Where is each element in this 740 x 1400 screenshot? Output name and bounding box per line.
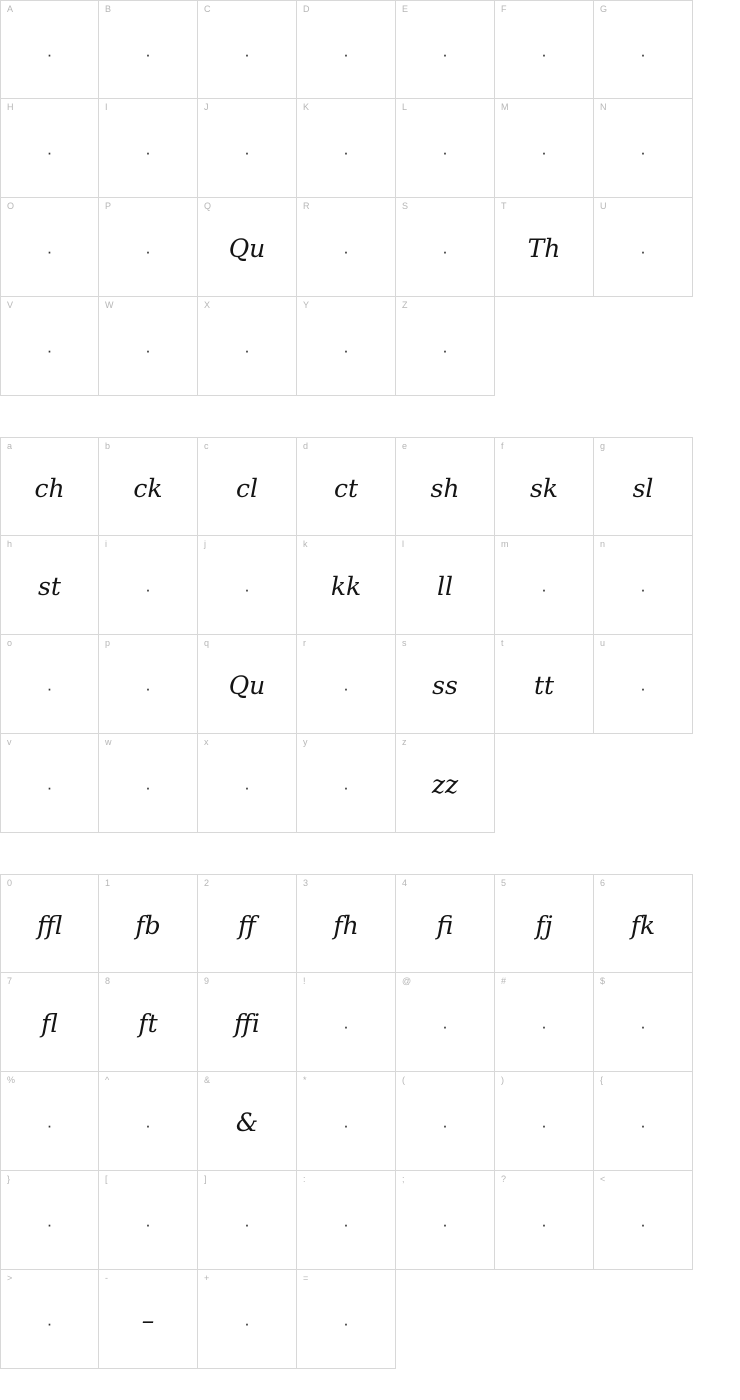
block-separator	[0, 396, 740, 437]
glyph-cell-key: +	[204, 1273, 210, 1283]
glyph-cell[interactable]	[0, 1171, 99, 1270]
glyph-cell-empty-dot: .	[343, 1013, 349, 1033]
glyph-cell[interactable]	[297, 1072, 396, 1171]
glyph-cell-key: v	[7, 737, 12, 747]
glyph-cell[interactable]	[297, 973, 396, 1072]
glyph-cell[interactable]	[396, 437, 495, 536]
glyph-cell-empty-dot: .	[244, 576, 250, 596]
glyph-cell-key: 0	[7, 878, 13, 888]
glyph-cell-key: J	[204, 102, 209, 112]
glyph-cell[interactable]	[594, 874, 693, 973]
glyph-cell[interactable]	[0, 297, 99, 396]
glyph-cell[interactable]	[198, 99, 297, 198]
glyph-cell[interactable]	[198, 536, 297, 635]
glyph-cell-empty-dot: .	[47, 675, 52, 695]
glyph-cell-glyph: ck	[133, 473, 163, 503]
glyph-row	[0, 635, 740, 734]
glyph-cell-empty-dot: .	[145, 238, 151, 258]
glyph-cell-empty-dot: .	[47, 337, 52, 357]
glyph-cell[interactable]	[0, 536, 99, 635]
glyph-cell[interactable]	[198, 0, 297, 99]
glyph-cell-glyph: fl	[41, 1008, 58, 1038]
glyph-row	[0, 1270, 740, 1369]
glyph-cell[interactable]	[495, 1171, 594, 1270]
glyph-cell-empty-dot: .	[343, 139, 349, 159]
glyph-cell-empty-dot: .	[541, 576, 547, 596]
glyph-cell-empty-dot: .	[640, 675, 646, 695]
glyph-cell-key: ]	[204, 1174, 207, 1184]
glyph-cell[interactable]	[297, 297, 396, 396]
glyph-cell[interactable]	[396, 536, 495, 635]
glyph-cell-empty-dot: .	[442, 337, 448, 357]
glyph-cell[interactable]	[297, 874, 396, 973]
glyph-cell[interactable]	[99, 874, 198, 973]
glyph-cell-key: <	[600, 1174, 606, 1184]
glyph-cell-key: &	[204, 1075, 211, 1085]
glyph-cell-glyph: zz	[431, 769, 459, 799]
glyph-cell-key: 8	[105, 976, 111, 986]
glyph-cell-empty-dot: .	[640, 139, 646, 159]
glyph-cell-glyph: Th	[527, 233, 561, 263]
glyph-cell[interactable]	[297, 734, 396, 833]
glyph-row	[0, 297, 740, 396]
glyph-cell[interactable]	[0, 874, 99, 973]
glyph-cell[interactable]	[594, 973, 693, 1072]
glyph-cell-glyph: ch	[34, 473, 65, 503]
glyph-cell[interactable]	[0, 973, 99, 1072]
glyph-cell-key: O	[7, 201, 15, 211]
glyph-cell[interactable]	[495, 99, 594, 198]
glyph-cell-key: @	[402, 976, 412, 986]
glyph-cell-key: 7	[7, 976, 13, 986]
glyph-cell-key: #	[501, 976, 507, 986]
glyph-cell-key: U	[600, 201, 607, 211]
glyph-cell-key: q	[204, 638, 210, 648]
glyph-cell-key: Q	[204, 201, 212, 211]
glyph-cell-empty-dot: .	[343, 1112, 349, 1132]
glyph-cell-key: 6	[600, 878, 606, 888]
glyph-cell[interactable]	[0, 1072, 99, 1171]
glyph-cell[interactable]	[396, 874, 495, 973]
glyph-cell-key: d	[303, 441, 309, 451]
glyph-cell-empty-dot: .	[47, 139, 52, 159]
glyph-cell[interactable]	[594, 99, 693, 198]
glyph-cell[interactable]	[99, 1270, 198, 1369]
glyph-cell-empty-dot: .	[442, 1211, 448, 1231]
glyph-row	[0, 1171, 740, 1270]
glyph-cell-empty-dot: .	[343, 774, 349, 794]
glyph-cell-empty-dot: .	[541, 1112, 547, 1132]
glyph-row	[0, 973, 740, 1072]
glyph-cell[interactable]	[594, 1072, 693, 1171]
glyph-cell-key: $	[600, 976, 606, 986]
glyph-cell-key: X	[204, 300, 211, 310]
glyph-cell-empty-dot: .	[244, 139, 250, 159]
glyph-cell[interactable]	[396, 1171, 495, 1270]
glyph-cell-glyph: st	[38, 571, 61, 601]
glyph-cell-glyph: ff	[238, 910, 256, 940]
glyph-cell-empty-dot: .	[343, 1310, 349, 1330]
glyph-cell-glyph: kk	[330, 571, 362, 601]
glyph-row	[0, 0, 740, 99]
glyph-cell[interactable]	[198, 973, 297, 1072]
glyph-cell[interactable]	[0, 734, 99, 833]
glyph-cell-key: f	[501, 441, 504, 451]
glyph-cell-glyph: sh	[430, 473, 460, 503]
glyph-cell-empty-dot: .	[145, 675, 151, 695]
glyph-cell-empty-dot: .	[47, 238, 52, 258]
glyph-cell-key: b	[105, 441, 111, 451]
glyph-cell[interactable]	[0, 198, 99, 297]
glyph-cell[interactable]	[0, 0, 99, 99]
glyph-cell[interactable]	[396, 1072, 495, 1171]
glyph-cell[interactable]	[198, 297, 297, 396]
glyph-cell-key: ;	[402, 1174, 405, 1184]
glyph-cell[interactable]	[495, 874, 594, 973]
glyph-cell-glyph: ss	[432, 670, 458, 700]
glyph-cell-empty-dot: .	[343, 40, 349, 60]
glyph-cell-key: g	[600, 441, 606, 451]
glyph-cell[interactable]	[594, 198, 693, 297]
glyph-cell-key: N	[600, 102, 607, 112]
glyph-cell-glyph: cl	[236, 473, 258, 503]
glyph-cell-key: x	[204, 737, 209, 747]
glyph-cell-empty-dot: .	[640, 1013, 646, 1033]
glyph-cell-glyph: fj	[535, 910, 553, 940]
glyph-cell[interactable]	[495, 0, 594, 99]
glyph-cell[interactable]	[495, 973, 594, 1072]
glyph-cell-key: m	[501, 539, 509, 549]
glyph-cell-key: G	[600, 4, 608, 14]
glyph-cell-glyph: ffi	[234, 1008, 260, 1038]
glyph-cell[interactable]	[297, 198, 396, 297]
glyph-cell-empty-dot: .	[442, 40, 448, 60]
glyph-cell[interactable]	[396, 0, 495, 99]
glyph-cell-key: >	[7, 1273, 13, 1283]
glyph-row	[0, 1072, 740, 1171]
glyph-cell-key: t	[501, 638, 504, 648]
glyph-cell[interactable]	[594, 536, 693, 635]
glyph-cell-key: E	[402, 4, 409, 14]
glyph-cell-empty-dot: .	[343, 1211, 349, 1231]
glyph-cell[interactable]	[198, 734, 297, 833]
glyph-cell-empty-dot: .	[145, 774, 151, 794]
glyph-cell-empty-dot: .	[442, 139, 448, 159]
glyph-cell[interactable]	[99, 635, 198, 734]
glyph-cell[interactable]	[0, 1270, 99, 1369]
glyph-cell[interactable]	[99, 973, 198, 1072]
glyph-cell-key: i	[105, 539, 107, 549]
glyph-cell-empty-dot: .	[343, 675, 349, 695]
digits-symbols-block	[0, 874, 740, 1369]
glyph-cell-key: n	[600, 539, 606, 549]
glyph-cell[interactable]	[297, 0, 396, 99]
glyph-cell-key: =	[303, 1273, 309, 1283]
glyph-cell[interactable]	[99, 536, 198, 635]
glyph-cell-key: )	[501, 1075, 504, 1085]
glyph-cell-key: -	[105, 1273, 108, 1283]
glyph-cell[interactable]	[495, 198, 594, 297]
glyph-cell-key: Z	[402, 300, 408, 310]
glyph-cell-key: K	[303, 102, 310, 112]
glyph-cell-key: y	[303, 737, 308, 747]
glyph-cell-key: *	[303, 1075, 307, 1085]
glyph-cell-key: A	[7, 4, 14, 14]
glyph-cell-key: (	[402, 1075, 405, 1085]
glyph-cell-empty-dot: .	[640, 1211, 646, 1231]
glyph-cell-key: w	[105, 737, 112, 747]
glyph-cell-key: 4	[402, 878, 408, 888]
glyph-cell-key: T	[501, 201, 507, 211]
glyph-cell-key: }	[7, 1174, 11, 1184]
glyph-cell[interactable]	[594, 1171, 693, 1270]
glyph-row	[0, 198, 740, 297]
glyph-cell-key: s	[402, 638, 407, 648]
glyph-cell-glyph: &	[235, 1107, 259, 1137]
glyph-cell-empty-dot: .	[244, 40, 250, 60]
glyph-cell-empty-dot: .	[640, 576, 646, 596]
glyph-row	[0, 536, 740, 635]
glyph-cell-key: 2	[204, 878, 210, 888]
glyph-cell-empty-dot: .	[541, 139, 547, 159]
glyph-cell[interactable]	[495, 635, 594, 734]
glyph-cell-glyph: fi	[436, 910, 454, 940]
glyph-cell-key: W	[105, 300, 114, 310]
glyph-cell-key: S	[402, 201, 409, 211]
glyph-cell[interactable]	[297, 1171, 396, 1270]
glyph-cell-empty-dot: .	[145, 337, 151, 357]
glyph-cell-key: Y	[303, 300, 310, 310]
glyph-cell-empty-dot: .	[145, 1112, 151, 1132]
glyph-cell[interactable]	[99, 1171, 198, 1270]
glyph-cell[interactable]	[198, 635, 297, 734]
glyph-cell[interactable]	[297, 536, 396, 635]
glyph-row	[0, 99, 740, 198]
glyph-cell[interactable]	[495, 437, 594, 536]
glyph-cell-empty-dot: .	[244, 774, 250, 794]
glyph-cell[interactable]	[198, 198, 297, 297]
glyph-cell-key: u	[600, 638, 606, 648]
glyph-cell[interactable]	[396, 635, 495, 734]
glyph-cell[interactable]	[495, 1072, 594, 1171]
glyph-row	[0, 437, 740, 536]
glyph-cell[interactable]	[396, 99, 495, 198]
glyph-cell-key: C	[204, 4, 211, 14]
glyph-cell[interactable]	[594, 437, 693, 536]
glyph-cell-key: 1	[105, 878, 111, 888]
glyph-cell-empty-dot: .	[145, 139, 151, 159]
glyph-cell[interactable]	[99, 734, 198, 833]
glyph-cell-glyph: ct	[333, 473, 359, 503]
glyph-cell-key: z	[402, 737, 407, 747]
glyph-cell-glyph: tt	[533, 670, 555, 700]
glyph-cell[interactable]	[297, 99, 396, 198]
glyph-cell-key: M	[501, 102, 509, 112]
glyph-cell[interactable]	[0, 99, 99, 198]
glyph-cell-glyph: sl	[632, 473, 654, 503]
glyph-cell[interactable]	[396, 973, 495, 1072]
glyph-cell-empty-dot: .	[244, 337, 250, 357]
glyph-cell-empty-dot: .	[640, 40, 646, 60]
glyph-cell[interactable]	[198, 437, 297, 536]
glyph-cell-key: o	[7, 638, 13, 648]
glyph-cell-key: k	[303, 539, 308, 549]
glyph-cell-key: 3	[303, 878, 309, 888]
glyph-cell-empty-dot: .	[145, 576, 151, 596]
glyph-cell-glyph: fb	[135, 910, 161, 940]
glyph-cell-key: 5	[501, 878, 507, 888]
glyph-cell-key: [	[105, 1174, 108, 1184]
glyph-cell-key: L	[402, 102, 408, 112]
glyph-cell-empty-dot: .	[145, 40, 151, 60]
glyph-cell-empty-dot: .	[47, 1211, 52, 1231]
glyph-cell-key: 9	[204, 976, 210, 986]
glyph-cell-glyph: ft	[138, 1008, 158, 1038]
glyph-cell[interactable]	[396, 198, 495, 297]
glyph-cell-key: :	[303, 1174, 306, 1184]
glyph-cell-empty-dot: .	[47, 1112, 52, 1132]
glyph-cell-key: F	[501, 4, 507, 14]
glyph-cell[interactable]	[297, 437, 396, 536]
glyph-cell-key: I	[105, 102, 108, 112]
glyph-cell-empty-dot: .	[145, 1211, 151, 1231]
glyph-cell-key: ^	[105, 1075, 110, 1085]
glyph-cell-key: !	[303, 976, 306, 986]
glyph-cell-empty-dot: .	[343, 337, 349, 357]
glyph-cell-key: P	[105, 201, 112, 211]
glyph-cell-key: r	[303, 638, 306, 648]
glyph-cell-key: h	[7, 539, 13, 549]
glyph-cell-key: e	[402, 441, 408, 451]
glyph-cell[interactable]	[0, 437, 99, 536]
glyph-cell-empty-dot: .	[541, 1013, 547, 1033]
glyph-cell-empty-dot: .	[343, 238, 349, 258]
glyph-cell-empty-dot: .	[442, 1013, 448, 1033]
glyph-cell[interactable]	[99, 198, 198, 297]
glyph-cell[interactable]	[99, 297, 198, 396]
glyph-cell-glyph: –	[141, 1305, 155, 1335]
glyph-cell-empty-dot: .	[244, 1310, 250, 1330]
glyph-cell[interactable]	[99, 99, 198, 198]
glyph-cell-glyph: fh	[333, 910, 359, 940]
glyph-cell-key: {	[600, 1075, 604, 1085]
glyph-cell-key: a	[7, 441, 13, 451]
glyph-cell-key: l	[402, 539, 404, 549]
glyph-cell[interactable]	[198, 1270, 297, 1369]
glyph-cell-empty-dot: .	[244, 1211, 250, 1231]
glyph-cell-empty-dot: .	[442, 1112, 448, 1132]
glyph-cell[interactable]	[99, 437, 198, 536]
glyph-row	[0, 734, 740, 833]
glyph-cell-key: c	[204, 441, 209, 451]
lowercase-block	[0, 437, 740, 833]
glyph-cell-key: p	[105, 638, 111, 648]
glyph-cell[interactable]	[594, 0, 693, 99]
glyph-cell[interactable]	[99, 0, 198, 99]
glyph-cell-empty-dot: .	[640, 238, 646, 258]
uppercase-block	[0, 0, 740, 396]
glyph-cell[interactable]	[297, 635, 396, 734]
block-separator	[0, 833, 740, 874]
glyph-cell-glyph: fk	[630, 910, 656, 940]
glyph-cell[interactable]	[396, 734, 495, 833]
glyph-cell-empty-dot: .	[47, 774, 52, 794]
glyph-cell[interactable]	[198, 1072, 297, 1171]
glyph-cell[interactable]	[594, 635, 693, 734]
glyph-cell-key: D	[303, 4, 310, 14]
glyph-cell[interactable]	[495, 536, 594, 635]
glyph-cell-empty-dot: .	[47, 1310, 52, 1330]
glyph-cell-glyph: ll	[437, 571, 453, 601]
glyph-row	[0, 874, 740, 973]
glyph-cell-key: ?	[501, 1174, 507, 1184]
glyph-cell[interactable]	[198, 1171, 297, 1270]
glyph-cell-empty-dot: .	[640, 1112, 646, 1132]
glyph-cell-glyph: sk	[530, 473, 558, 503]
glyph-cell-key: H	[7, 102, 14, 112]
glyph-cell-key: V	[7, 300, 14, 310]
glyph-cell[interactable]	[0, 635, 99, 734]
glyph-cell-empty-dot: .	[541, 1211, 547, 1231]
glyph-cell-empty-dot: .	[47, 40, 52, 60]
glyph-cell[interactable]	[198, 874, 297, 973]
glyph-cell[interactable]	[396, 297, 495, 396]
glyph-cell-empty-dot: .	[541, 40, 547, 60]
glyph-cell-empty-dot: .	[442, 238, 448, 258]
glyph-cell-key: B	[105, 4, 112, 14]
glyph-cell-glyph: ffl	[37, 910, 62, 940]
glyph-cell-key: %	[7, 1075, 16, 1085]
glyph-cell-glyph: Qu	[228, 670, 266, 700]
glyph-cell-key: j	[204, 539, 206, 549]
glyph-cell[interactable]	[99, 1072, 198, 1171]
glyph-cell-glyph: Qu	[228, 233, 266, 263]
glyph-cell-key: R	[303, 201, 310, 211]
glyph-cell[interactable]	[297, 1270, 396, 1369]
